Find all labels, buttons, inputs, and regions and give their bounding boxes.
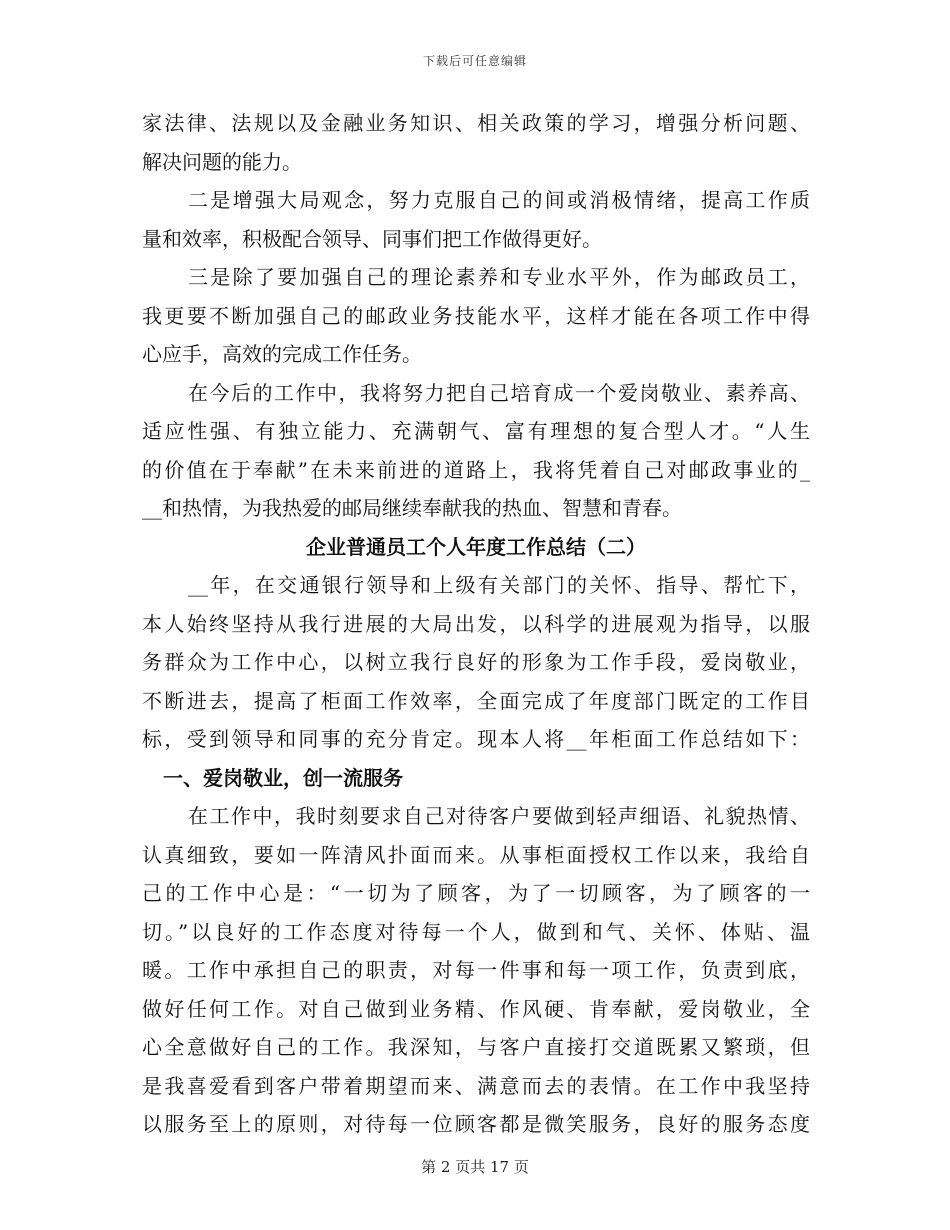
body-line: 务群众为工作中心，以树立我行良好的形象为工作手段，爱岗敬业， [142,650,810,674]
body-line: 二是增强大局观念，努力克服自己的间或消极情绪，提高工作质 [188,188,810,212]
body-line: 我更要不断加强自己的邮政业务技能水平，这样才能在各项工作中得 [142,303,810,328]
body-line: 是我喜爱看到客户带着期望而来、满意而去的表情。在工作中我坚持 [142,1073,810,1098]
body-line: 心应手，高效的完成工作任务。 [142,342,422,366]
body-line: 不断进去，提高了柜面工作效率，全面完成了年度部门既定的工作目 [142,688,810,713]
body-line: 本人始终坚持从我行进展的大局出发，以科学的进展观为指导，以服 [142,611,810,636]
body-line: 以服务至上的原则，对待每一位顾客都是微笑服务，良好的服务态度 [142,1112,810,1136]
body-line: 量和效率，积极配合领导、同事们把工作做得更好。 [142,226,602,251]
body-line: 家法律、法规以及金融业务知识、相关政策的学习，增强分析问题、 [142,111,810,135]
body-line: 暖。工作中承担自己的职责，对每一件事和每一项工作，负责到底， [142,958,810,982]
body-line: 适应性强、有独立能力、充满朝气、富有理想的复合型人才。“人生 [142,419,810,443]
body-line: 做好任何工作。对自己做到业务精、作风硬、肯奉献，爱岗敬业，全 [142,996,810,1021]
page-header-note: 下载后可任意编辑 [422,54,527,68]
body-line: 在工作中，我时刻要求自己对待客户要做到轻声细语、礼貌热情、 [188,804,810,828]
document-body [142,104,810,1144]
page-number: 第 2 页共 17 页 [421,1158,529,1176]
body-line: 己的工作中心是：“一切为了顾客，为了一切顾客，为了顾客的一 [142,881,810,905]
body-line: 的价值在于奉献”在未来前进的道路上，我将凭着自己对邮政事业的_ [142,457,810,482]
body-line: 在今后的工作中，我将努力把自己培育成一个爱岗敬业、素养高、 [188,380,810,405]
subsection-heading: 一、爱岗敬业，创一流服务 [163,765,403,790]
body-line: 解决问题的能力。 [142,149,302,174]
section-title: 企业普通员工个人年度工作总结（二） [306,534,646,559]
body-line: __年，在交通银行领导和上级有关部门的关怀、指导、帮忙下， [188,573,810,597]
body-line: 认真细致，要如一阵清风扑面而来。从事柜面授权工作以来，我给自 [142,842,810,867]
body-line: 切。”以良好的工作态度对待每一个人，做到和气、关怀、体贴、温 [142,919,810,944]
body-line: 标，受到领导和同事的充分肯定。现本人将__年柜面工作总结如下： [142,727,810,751]
body-line: 心全意做好自己的工作。我深知，与客户直接打交道既累又繁琐，但 [142,1035,810,1059]
body-line: 三是除了要加强自己的理论素养和专业水平外，作为邮政员工， [188,265,810,289]
body-line: __和热情，为我热爱的邮局继续奉献我的热血、智慧和青春。 [142,496,682,520]
